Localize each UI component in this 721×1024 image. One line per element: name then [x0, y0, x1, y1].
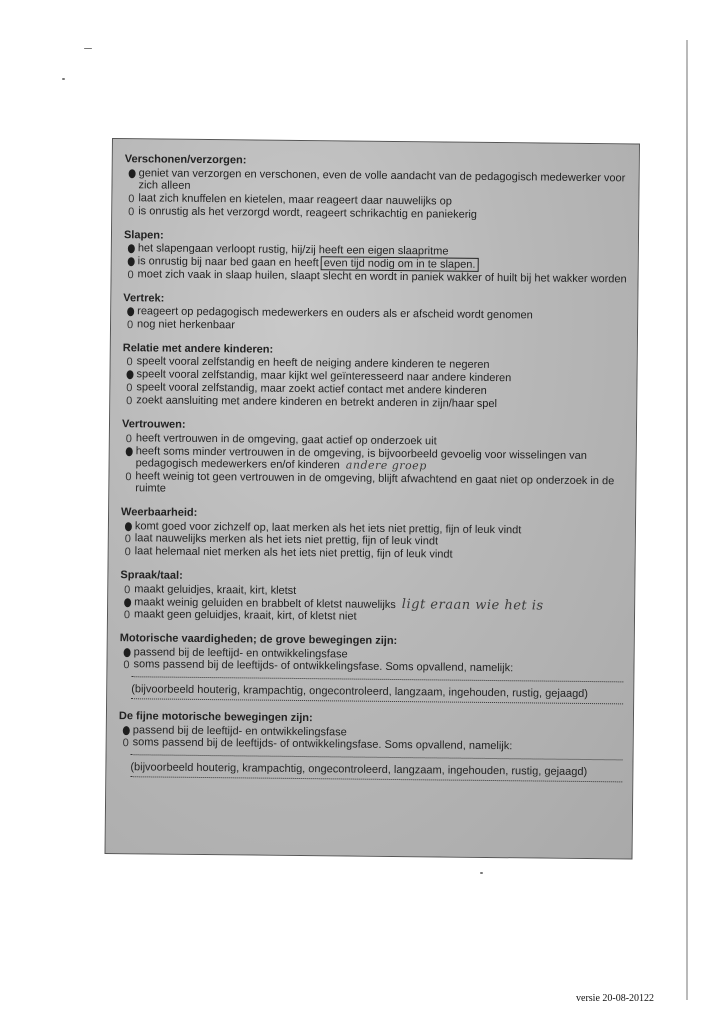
- option-text-part: is onrustig als het verzorgd wordt, reageert schrikachtig en paniekerig: [138, 205, 478, 221]
- option-row: [121, 470, 625, 500]
- radio-checked-icon[interactable]: [124, 243, 138, 254]
- section-title: Vertrek:: [123, 291, 165, 305]
- radio-unchecked-icon[interactable]: [121, 532, 135, 545]
- form-section: [121, 506, 626, 563]
- radio-unchecked-icon[interactable]: [124, 205, 138, 218]
- section-title: Weerbaarheid:: [121, 506, 198, 519]
- option-text-part: geniet van verzorgen en verschonen, even de volle aandacht van de pedagogisch medewerker voor zich alleen: [138, 166, 626, 193]
- option-text-part: nog niet herkenbaar: [136, 318, 235, 332]
- radio-unchecked-icon[interactable]: [123, 318, 137, 331]
- option-text: [135, 470, 625, 500]
- observation-form: [105, 138, 640, 859]
- option-text-part: zoekt aansluiting met andere kinderen en betrekt anderen in zijn/haar spel: [136, 394, 498, 410]
- filled-circle-icon: [128, 169, 135, 178]
- option-text-part: reageert op pedagogisch medewerkers en ouders als er afscheid wordt genomen: [137, 305, 533, 322]
- scan-speck: [62, 78, 65, 80]
- form-section: [119, 632, 624, 704]
- radio-checked-icon[interactable]: [120, 646, 134, 657]
- radio-checked-icon[interactable]: [124, 255, 138, 266]
- radio-unchecked-icon[interactable]: [124, 192, 138, 205]
- section-title: Slapen:: [123, 228, 164, 242]
- radio-checked-icon[interactable]: [122, 368, 136, 379]
- option-text-part: maakt geluidjes, kraait, kirt, kletst: [134, 582, 297, 597]
- filled-circle-icon: [126, 371, 133, 380]
- example-hint: (bijvoorbeeld houterig, krampachtig, ongecontroleerd, langzaam, ingehouden, rustig, gejaagd): [131, 677, 623, 705]
- handwritten-note: ligt eraan wie het is: [401, 596, 544, 614]
- option-text-part: laat nauwelijks merken als het iets niet prettig, fijn of leuk vindt: [134, 532, 439, 548]
- version-label: versie 20-08-20122: [576, 993, 655, 1004]
- section-title: Spraak/taal:: [120, 569, 183, 582]
- option-text-part: komt goed voor zichzelf op, laat merken als het iets niet prettig, fijn of leuk vindt: [134, 519, 522, 536]
- option-text-part: heeft soms minder vertrouwen in de omgeving, is bijvoorbeeld gevoelig voor wisselingen van pedagogisch medewerkers en/of kinderen: [135, 444, 588, 472]
- option-text-part: passend bij de leeftijd- en ontwikkelingsfase: [132, 723, 347, 739]
- filled-circle-icon: [127, 257, 134, 266]
- option-text-part: soms passend bij de leeftijds- of ontwikkelingsfase. Soms opvallend, namelijk:: [133, 658, 514, 675]
- example-hint: (bijvoorbeeld houterig, krampachtig, ongecontroleerd, langzaam, ingehouden, rustig, gejaagd): [130, 754, 622, 782]
- radio-checked-icon[interactable]: [121, 520, 135, 531]
- option-text-part: moet zich vaak in slaap huilen, slaapt slecht en wordt in paniek wakker of huilt bij het wakker worden: [137, 267, 627, 285]
- radio-unchecked-icon[interactable]: [122, 381, 136, 394]
- page-edge: [686, 40, 688, 1000]
- section-title: Relatie met andere kinderen:: [122, 341, 274, 356]
- radio-unchecked-icon[interactable]: [123, 355, 137, 368]
- filled-circle-icon: [124, 598, 131, 607]
- empty-circle-icon: 0: [128, 192, 135, 206]
- radio-unchecked-icon[interactable]: [120, 583, 134, 596]
- scan-speck: [480, 872, 483, 874]
- scan-speck: [84, 48, 92, 49]
- hand-drawn-box-annotation: even tijd nodig om in te slapen.: [321, 256, 479, 272]
- empty-circle-icon: 0: [127, 268, 134, 281]
- filled-circle-icon: [124, 522, 131, 531]
- empty-circle-icon: 0: [126, 382, 133, 395]
- form-section: [121, 418, 626, 500]
- filled-circle-icon: [123, 648, 130, 657]
- form-section: [123, 292, 627, 336]
- empty-circle-icon: 0: [124, 546, 131, 559]
- empty-circle-icon: 0: [123, 659, 130, 672]
- section-title: Verschonen/verzorgen:: [124, 153, 247, 167]
- empty-circle-icon: 0: [124, 533, 131, 546]
- radio-unchecked-icon[interactable]: [119, 659, 133, 672]
- option-text-part: laat helemaal niet merken als het iets niet prettig, fijn of leuk vindt: [134, 545, 453, 561]
- filled-circle-icon: [127, 245, 134, 254]
- option-text-part: speelt vooral zelfstandig en heeft de neiging andere kinderen te negeren: [136, 355, 490, 372]
- form-section: [122, 342, 627, 412]
- option-text-part: laat zich knuffelen en kietelen, maar reageert daar nauwelijks op: [138, 192, 452, 208]
- radio-unchecked-icon[interactable]: [119, 736, 133, 749]
- form-section: [120, 569, 625, 626]
- filled-circle-icon: [122, 726, 129, 735]
- radio-checked-icon[interactable]: [119, 724, 133, 735]
- empty-circle-icon: 0: [123, 609, 131, 622]
- option-text-part: maakt weinig geluiden en brabbelt of kletst nauwelijks: [134, 595, 396, 611]
- option-text-part: heeft vertrouwen in de omgeving, gaat actief op onderzoek uit: [135, 431, 437, 447]
- section-title: De fijne motorische bewegingen zijn:: [118, 710, 313, 725]
- empty-circle-icon: 0: [126, 318, 134, 331]
- radio-unchecked-icon[interactable]: [124, 268, 138, 281]
- empty-circle-icon: 0: [125, 470, 132, 483]
- empty-circle-icon: 0: [122, 737, 129, 750]
- section-title: Motorische vaardigheden; de grove bewegingen zijn:: [119, 632, 398, 648]
- filled-circle-icon: [127, 307, 134, 316]
- empty-circle-icon: 0: [128, 205, 135, 219]
- option-text-part: maakt geen geluidjes, kraait, kirt, of kletst niet: [133, 608, 357, 623]
- radio-unchecked-icon[interactable]: [121, 545, 135, 558]
- form-section: [124, 229, 629, 286]
- radio-checked-icon[interactable]: [125, 167, 139, 178]
- option-text-part: soms passend bij de leeftijds- of ontwikkelingsfase. Soms opvallend, namelijk:: [132, 736, 513, 753]
- radio-checked-icon[interactable]: [123, 305, 137, 316]
- radio-checked-icon[interactable]: [120, 596, 134, 607]
- option-text-part: het slapengaan verloopt rustig, hij/zij heeft een eigen slaapritme: [137, 242, 449, 258]
- empty-circle-icon: 0: [126, 395, 133, 408]
- handwritten-note: andere groep: [345, 458, 427, 473]
- radio-unchecked-icon[interactable]: [121, 470, 135, 483]
- option-text-part: speelt vooral zelfstandig, maar zoekt actief contact met andere kinderen: [136, 381, 487, 397]
- radio-checked-icon[interactable]: [122, 445, 136, 456]
- section-title: Vertrouwen:: [121, 418, 186, 431]
- empty-circle-icon: 0: [126, 356, 133, 369]
- radio-unchecked-icon[interactable]: [120, 608, 134, 621]
- option-text-part: is onrustig bij naar bed gaan en heeft: [137, 255, 319, 270]
- empty-circle-icon: 0: [125, 432, 132, 445]
- form-section: [118, 710, 623, 782]
- option-text-part: passend bij de leeftijd- en ontwikkelingsfase: [133, 646, 348, 661]
- radio-unchecked-icon[interactable]: [122, 394, 136, 407]
- option-text-part: heeft weinig tot geen vertrouwen in de omgeving, blijft afwachtend en gaat niet op onderzoek in de ruimte: [135, 469, 615, 495]
- radio-unchecked-icon[interactable]: [122, 432, 136, 445]
- form-section: [124, 153, 629, 223]
- filled-circle-icon: [125, 447, 132, 456]
- empty-circle-icon: 0: [124, 583, 131, 596]
- option-text-part: speelt vooral zelfstandig, maar kijkt wel geïnteresseerd naar andere kinderen: [136, 368, 512, 385]
